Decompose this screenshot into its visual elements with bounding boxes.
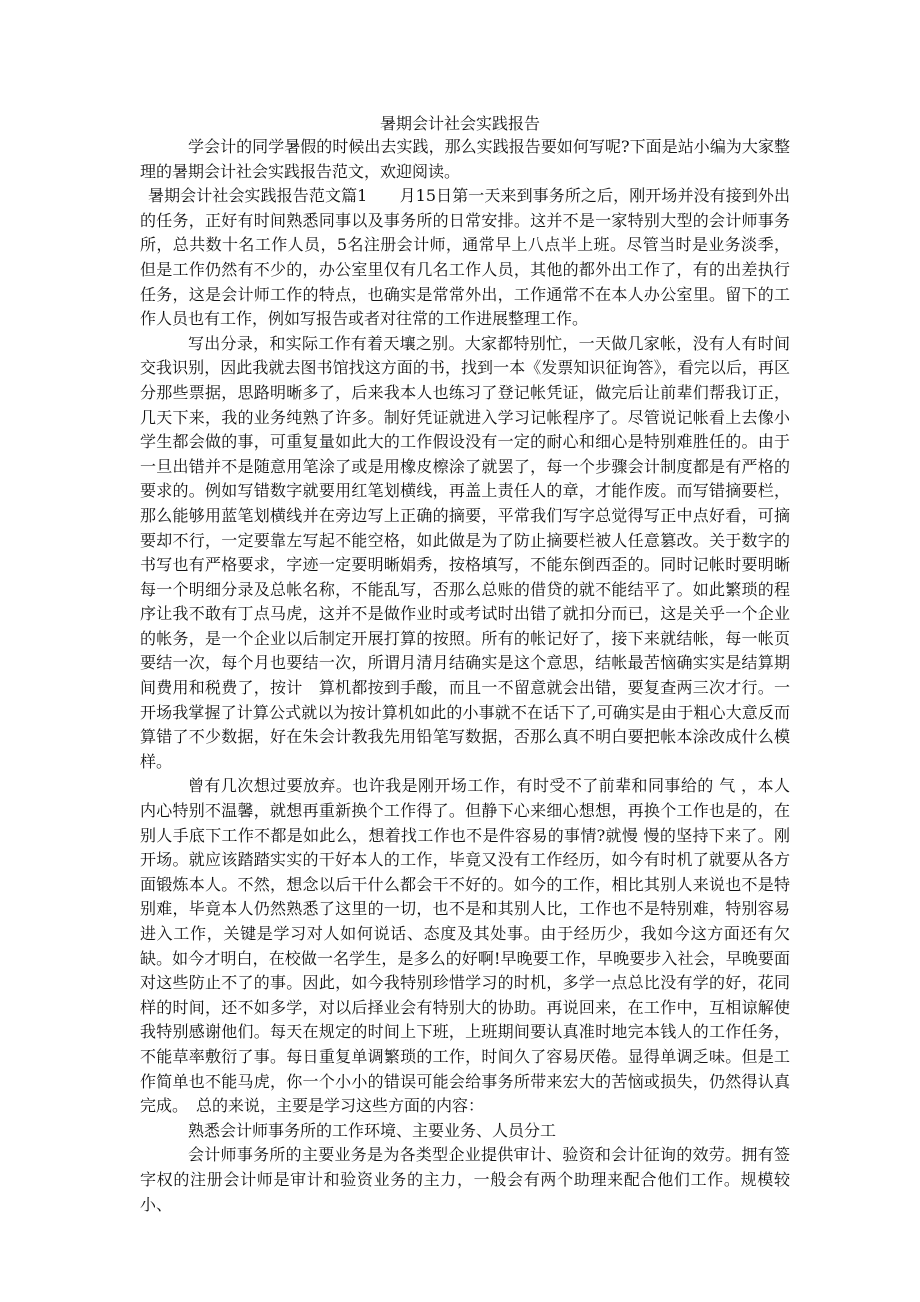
document-title: 暑期会计社会实践报告 [379, 114, 540, 133]
paragraph-3: 曾有几次想过要放弃。也许我是刚开场工作，有时受不了前辈和同事给的 气 ，本人内心特别不温馨，就想再重新换个工作得了。但静下心来细心想想，再换个工作也是的，在别人手底下工作不都是如此么，想着找工作也不是件容易的事情?就慢 慢的坚持下来了。刚开场。就应该踏踏实实的干好本人的工作，毕竟又没有工作经历，如今有时机了就要从各方面锻炼本人。不然，想念以后干什么都会干不好的。如今的工作，相比其别人来说也不是特别难，毕竟本人仍然熟悉了这里的一切，也不是和其别人比，工作也不是特别难，特别容易进入工作，关键是学习对人如何说话、态度及其处事。由于经历少，我如今这方面还有欠缺。如今才明白，在校做一名学生，是多么的好啊!早晚要工作，早晚要步入社会，早晚要面对这些防止不了的事。因此，如今我特别珍惜学习的时机，多学一点总比没有学的好，花同样的时间，还不如多学，对以后择业会有特别大的协助。再说回来，在工作中，互相谅解使我特别感谢他们。每天在规定的时间上下班，上班期间要认真准时地完本钱人的工作任务，不能草率敷衍了事。每日重复单调繁琐的工作，时间久了容易厌倦。显得单调乏味。但是工作简单也不能马虎，你一个小小的错误可能会给事务所带来宏大的苦恼或损失，仍然得认真完成。 总的来说，主要是学习这些方面的内容： [140, 776, 790, 1116]
paragraph-intro: 学会计的同学暑假的时候出去实践，那么实践报告要如何写呢?下面是站小编为大家整理的暑期会计社会实践报告范文，欢迎阅读。 [140, 137, 790, 181]
paragraph-heading: 熟悉会计师事务所的工作环境、主要业务、人员分工 [188, 1120, 557, 1140]
paragraph-5: 会计师事务所的主要业务是为各类型企业提供审计、验资和会计征询的效劳。拥有签字权的注册会计师是审计和验资业务的主力，一般会有两个助理来配合他们工作。规模较小、 [140, 1145, 790, 1214]
document-body [140, 135, 790, 1217]
paragraph-1: 暑期会计社会实践报告范文篇1 月15日第一天来到事务所之后，刚开场并没有接到外出的任务，正好有时间熟悉同事以及事务所的日常安排。这并不是一家特别大型的会计师事务所，总共数十名工作人员，5名注册会计师，通常早上八点半上班。尽管当时是业务淡季，但是工作仍然有不少的，办公室里仅有几名工作人员，其他的都外出工作了，有的出差执行任务，这是会计师工作的特点，也确实是常常外出，工作通常不在本人办公室里。留下的工作人员也有工作，例如写报告或者对往常的工作进展整理工作。 [140, 186, 790, 329]
paragraph-2: 写出分录，和实际工作有着天壤之别。大家都特别忙，一天做几家帐，没有人有时间交我识别，因此我就去图书馆找这方面的书，找到一本《发票知识征询答》，看完以后，再区分那些票据，思路明晰多了，后来我本人也练习了登记帐凭证，做完后让前辈们帮我订正，几天下来，我的业务纯熟了许多。制好凭证就进入学习记帐程序了。尽管说记帐看上去像小学生都会做的事，可重复量如此大的工作假设没有一定的耐心和细心是特别难胜任的。由于一旦出错并不是随意用笔涂了或是用橡皮檫涂了就罢了，每一个步骤会计制度都是有严格的要求的。例如写错数字就要用红笔划横线，再盖上责任人的章，才能作废。而写错摘要栏，那么能够用蓝笔划横线并在旁边写上正确的摘要，平常我们写字总觉得写正中点好看，可摘要却不行，一定要靠左写起不能空格，如此做是为了防止摘要栏被人任意篡改。关于数字的书写也有严格要求，字迹一定要明晰娟秀，按格填写，不能东倒西歪的。同时记帐时要明晰每一个明细分录及总帐名称，不能乱写，否那么总账的借贷的就不能结平了。如此繁琐的程序让我不敢有丁点马虎，这并不是做作业时或考试时出错了就扣分而已，这是关乎一个企业的帐务，是一个企业以后制定开展打算的按照。所有的帐记好了，接下来就结帐，每一帐页要结一次，每个月也要结一次，所谓月清月结确实是这个意思，结帐最苦恼确实实是结算期间费用和税费了，按计 算机都按到手酸，而且一不留意就会出错，要复查两三次才行。一开场我掌握了计算公式就以为按计算机如此的小事就不在话下了,可确实是由于粗心大意反而算错了不少数据，好在朱会计教我先用铅笔写数据，否那么真不明白要把帐本涂改成什么模样。 [140, 333, 790, 771]
